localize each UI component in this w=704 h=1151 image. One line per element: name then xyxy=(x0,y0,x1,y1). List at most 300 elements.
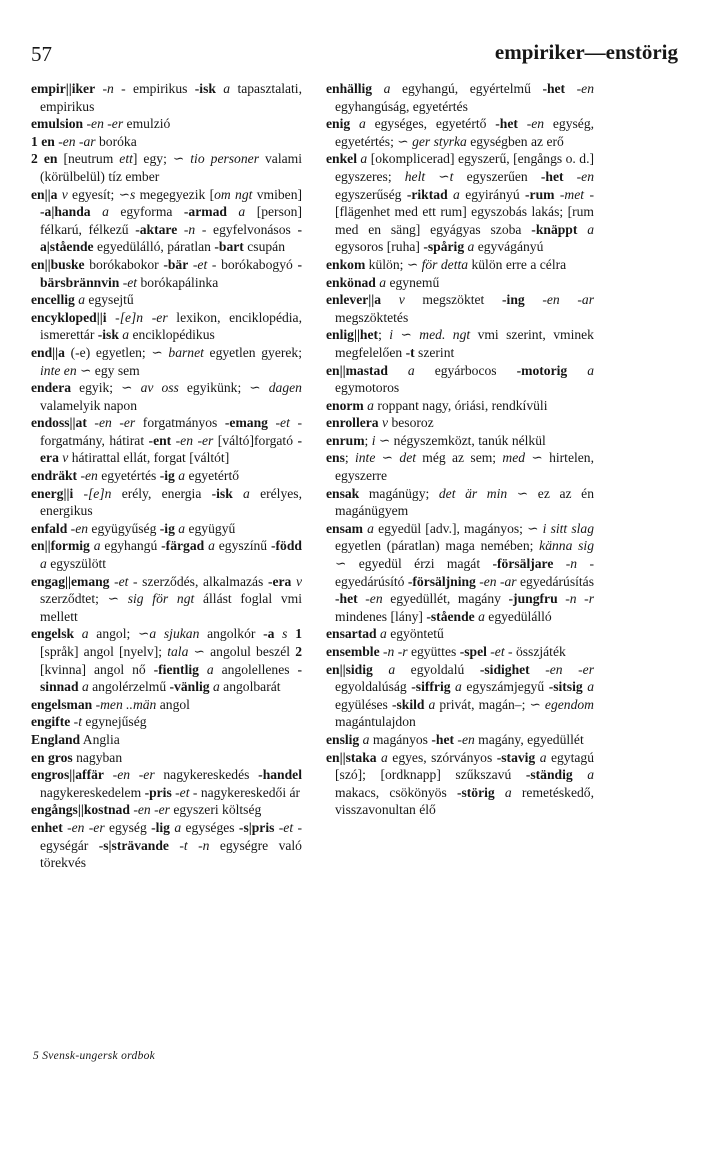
headword: -isk xyxy=(211,485,233,501)
grammar-note: a xyxy=(464,239,475,255)
definition-text: erélyes, energikus xyxy=(40,485,302,519)
definition-text: magánügy; xyxy=(359,485,439,501)
headword: enslig xyxy=(326,731,360,747)
dictionary-entry xyxy=(31,537,302,572)
grammar-note: a xyxy=(232,485,250,501)
headword: 1 xyxy=(287,626,302,642)
dictionary-entry xyxy=(326,414,594,432)
definition-text: külön; ∽ xyxy=(365,256,422,272)
definition-text: egyesít; ∽ xyxy=(67,186,131,202)
definition-text: - nagykereskedői ár xyxy=(189,784,301,800)
definition-text: egyikünk; ∽ xyxy=(178,380,269,396)
grammar-note: a sjukan xyxy=(149,626,200,642)
headword: -motorig xyxy=(516,362,568,378)
headword: engångs||kostnad xyxy=(31,802,130,818)
dictionary-entry xyxy=(31,414,302,467)
headword: enhet xyxy=(31,819,63,835)
grammar-note: av oss xyxy=(140,380,179,396)
headword: -t xyxy=(405,344,415,360)
grammar-note: tala xyxy=(167,644,189,659)
headword: enrollera xyxy=(326,415,379,431)
definition-text: egymotoros xyxy=(335,380,400,396)
footer-signature: 5 Svensk-ungersk ordbok xyxy=(33,1050,156,1062)
grammar-note: i sitt slag xyxy=(542,520,594,536)
headword: en||mastad xyxy=(326,362,388,378)
grammar-note: v xyxy=(58,450,69,466)
dictionary-entry xyxy=(31,485,302,520)
headword: en||buske xyxy=(31,256,85,272)
grammar-note: a xyxy=(363,520,374,536)
definition-text: egységes, egyetértő xyxy=(365,116,496,132)
definition-text: egység, egyetértés; ∽ xyxy=(335,116,595,149)
definition-text: egyetlen (páratlan) maga nemében; xyxy=(335,538,540,554)
definition-text: egyetértés xyxy=(97,468,160,484)
headword: enkel xyxy=(326,151,357,167)
definition-text: - összjáték xyxy=(504,644,566,659)
dictionary-entry xyxy=(31,696,302,714)
grammar-note: -et xyxy=(188,256,208,272)
grammar-note: v xyxy=(57,186,68,202)
grammar-note: a xyxy=(494,784,512,800)
definition-text: egyetlen gyerek; xyxy=(203,344,302,360)
definition-text: külön erre a célra xyxy=(468,256,567,272)
definition-text: nagykereskedés xyxy=(154,767,259,783)
definition-text: egyetértő xyxy=(185,468,240,484)
definition-text: ∽ angolul beszél xyxy=(188,644,296,659)
dictionary-entry xyxy=(326,520,594,626)
grammar-note: a xyxy=(567,362,594,378)
definition-text: angolbarát xyxy=(219,679,281,695)
definition-text: ∽ ez az én magánügyem xyxy=(335,485,594,519)
definition-text: - empirikus xyxy=(113,81,195,96)
running-head: empiriker—enstörig xyxy=(494,40,678,64)
definition-text: megszöktet xyxy=(404,292,503,308)
grammar-note: v xyxy=(378,415,389,431)
headword: -störig xyxy=(456,784,495,800)
definition-text: egyhangú xyxy=(100,538,162,554)
headword: -knäppt xyxy=(531,221,578,237)
definition-text: egyes, szórványos xyxy=(387,749,497,765)
definition-text: egyirányú xyxy=(459,186,526,202)
definition-text: csupán xyxy=(243,239,285,255)
headword: -handel xyxy=(258,767,302,783)
definition-text: egyik; ∽ xyxy=(71,380,141,396)
definition-text: egynejűség xyxy=(81,714,147,730)
dictionary-entry xyxy=(31,291,302,309)
headword: end||a xyxy=(31,344,65,360)
definition-text: angolellenes xyxy=(213,661,298,677)
grammar-note: -en -er xyxy=(83,116,124,132)
grammar-note: a xyxy=(198,661,214,677)
grammar-note: tio personer xyxy=(190,151,259,167)
headword: -spel xyxy=(459,644,487,659)
definition-text: egyoldalúság xyxy=(335,679,412,695)
grammar-note: a xyxy=(350,116,366,132)
grammar-note: t xyxy=(449,168,454,184)
definition-text: egyszeri költség xyxy=(169,802,262,818)
definition-text: egyforma xyxy=(108,204,184,220)
grammar-note: [e]n xyxy=(88,485,112,501)
definition-text: angol; ∽ xyxy=(88,626,150,642)
headword: -försäljning xyxy=(407,573,476,589)
headword: -het xyxy=(431,731,455,747)
grammar-note: s xyxy=(274,626,288,642)
definition-text: egyhangú, egyértelmű xyxy=(390,81,543,96)
definition-text: makacs, csökönyös xyxy=(335,784,457,800)
grammar-note: v xyxy=(291,573,302,589)
definition-text: egyvágányú xyxy=(474,239,544,255)
headword: -ing xyxy=(502,292,525,308)
grammar-note: barnet xyxy=(168,344,204,360)
definition-text: nagykereskedelem xyxy=(40,784,145,800)
dictionary-entry xyxy=(326,749,594,819)
headword: en||a xyxy=(31,186,58,202)
grammar-note: -en xyxy=(565,81,594,96)
grammar-note: s xyxy=(130,186,136,202)
headword: -bär xyxy=(163,256,189,272)
dictionary-entry xyxy=(326,661,594,731)
headword: -isk xyxy=(97,327,119,343)
definition-text: [person] félkarú, félkezű xyxy=(40,204,302,237)
definition-text: együgyűség xyxy=(88,520,160,536)
grammar-note: -n -r xyxy=(557,591,594,607)
headword: -pris xyxy=(144,784,172,800)
definition-text: [okomplicerad] egyszerű, [engångs o. d.] egyszeres; xyxy=(335,151,595,184)
definition-text: - egyedárúsító xyxy=(335,556,594,589)
headword: engelsk xyxy=(31,626,75,642)
headword: -aktare xyxy=(135,221,178,237)
definition-text: lexikon, enciklopédia, ismerettár xyxy=(40,309,302,343)
dictionary-entry xyxy=(31,379,302,414)
grammar-note: -en xyxy=(563,168,595,184)
headword: -bärsbrännvin xyxy=(40,256,302,290)
grammar-note: känna sig xyxy=(539,538,595,554)
definition-text: egyedülálló, páratlan xyxy=(93,239,215,255)
grammar-note: a xyxy=(387,362,415,378)
grammar-note: dagen xyxy=(268,380,302,396)
headword: en||sidig xyxy=(326,661,373,677)
definition-text: Anglia xyxy=(80,731,120,747)
grammar-note: -en -er xyxy=(171,432,214,448)
dictionary-entry xyxy=(31,749,302,767)
grammar-note: -en xyxy=(77,468,98,484)
definition-text: neutrum xyxy=(67,151,120,167)
headword: -a|handa xyxy=(40,204,91,220)
definition-text: ∽ xyxy=(393,327,420,343)
definition-text: szerződtet; ∽ xyxy=(40,591,128,607)
grammar-note: a xyxy=(363,397,374,413)
grammar-note: a xyxy=(372,81,391,96)
headword: enhällig xyxy=(326,81,373,96)
definition-text: vmiben] xyxy=(252,186,303,202)
dictionary-entry xyxy=(31,573,302,626)
grammar-note: -n -r xyxy=(379,644,408,659)
definition-text: angolérzelmű xyxy=(88,679,170,695)
grammar-note: a xyxy=(372,661,396,677)
definition-text: együttes xyxy=(407,644,460,659)
grammar-note: a xyxy=(118,327,130,343)
definition-text: emulzió xyxy=(123,116,171,132)
headword: -färgad xyxy=(161,538,205,554)
grammar-note: a xyxy=(226,204,246,220)
headword: 1 en xyxy=(31,133,55,149)
headword: -skild xyxy=(391,696,425,712)
definition-text: egyedárúsítás xyxy=(516,573,594,589)
definition-text: vmi szerint, vminek megfelelően xyxy=(335,327,594,360)
definition-text: egyárbocos xyxy=(414,362,517,378)
headword: en||formig xyxy=(31,538,90,554)
grammar-note: a xyxy=(89,538,101,554)
definition-text: erély, energia xyxy=(111,485,212,501)
headword: -jungfru xyxy=(508,591,558,607)
grammar-note: a xyxy=(572,767,594,783)
dictionary-entry xyxy=(31,309,302,344)
definition-text: egységes xyxy=(181,819,239,835)
definition-text: együgyű xyxy=(185,520,236,536)
grammar-note: -en -er xyxy=(103,767,155,783)
grammar-note: -et xyxy=(267,415,290,431)
grammar-note: inte en xyxy=(40,362,77,378)
dictionary-entry xyxy=(31,344,302,379)
definition-text: ∽ egyedül érzi magát xyxy=(335,556,493,572)
grammar-note: a xyxy=(215,81,231,96)
dictionary-entry xyxy=(31,731,302,749)
definition-text: roppant nagy, óriási, rendkívüli xyxy=(373,397,548,413)
definition-text: magány, egyedüllét xyxy=(474,731,584,747)
headword: -siffrig xyxy=(411,679,451,695)
definition-text: ∽ xyxy=(375,450,400,466)
definition-text: [kvinna] angol nő xyxy=(40,661,154,677)
definition-text: nagyban xyxy=(72,749,123,765)
definition-text: magántulajdon xyxy=(335,714,416,730)
definition-text: ∽ hirtelen, egyszerre xyxy=(335,450,594,484)
grammar-note: egendom xyxy=(544,696,594,712)
grammar-note: -en xyxy=(517,116,545,132)
dictionary-entry xyxy=(31,186,302,256)
headword: -vänlig xyxy=(169,679,210,695)
grammar-note: ger styrka xyxy=(412,133,467,149)
definition-text: angolkór xyxy=(199,626,264,642)
headword: endera xyxy=(31,380,72,396)
headword: -emang xyxy=(224,415,268,431)
definition-text: ; xyxy=(378,327,390,343)
grammar-note: a xyxy=(376,749,388,765)
dictionary-entry xyxy=(326,731,594,749)
headword: enlig||het xyxy=(326,327,379,343)
grammar-note: för detta xyxy=(421,256,469,272)
dictionary-entry xyxy=(326,485,594,520)
headword: -era xyxy=(40,432,302,466)
grammar-note: a xyxy=(209,679,220,695)
definition-text: egység xyxy=(104,819,152,835)
headword: enig xyxy=(326,116,351,132)
definition-text: - xyxy=(106,309,120,325)
grammar-note: a xyxy=(375,274,387,290)
grammar-note: a xyxy=(376,626,387,642)
headword: -bart xyxy=(214,239,244,255)
definition-text: egyszerűen xyxy=(453,168,541,184)
grammar-note: -et xyxy=(171,784,190,800)
grammar-note: a xyxy=(204,538,215,554)
definition-text: privát, magán–; ∽ xyxy=(435,696,545,712)
dictionary-entry xyxy=(326,80,594,115)
headword: enkönad xyxy=(326,274,376,290)
headword: -a xyxy=(263,626,275,642)
dictionary-entry xyxy=(326,150,594,256)
definition-text: [váltó]forgató xyxy=(213,432,298,448)
definition-text: ; xyxy=(344,450,355,466)
definition-text: enciklopédikus xyxy=(129,327,215,343)
definition-text: borókapálinka xyxy=(137,274,219,290)
headword: enkom xyxy=(326,256,366,272)
grammar-note: -en xyxy=(454,731,475,747)
grammar-note: med. ngt xyxy=(419,327,471,343)
grammar-note: ett xyxy=(119,151,133,167)
headword: enlever||a xyxy=(326,292,382,308)
grammar-note: -en -ar xyxy=(475,573,517,589)
definition-text: egynemű xyxy=(386,274,440,290)
headword: ensemble xyxy=(326,644,380,659)
definition-text: [ xyxy=(57,151,68,167)
headword: -armad xyxy=(183,204,227,220)
grammar-note: a xyxy=(359,731,370,747)
definition-text: még az sem; xyxy=(416,450,503,466)
headword: -a|stående xyxy=(40,221,302,255)
definition-text: valamelyik napon xyxy=(40,397,138,413)
headword: -ig xyxy=(159,468,175,484)
grammar-note: helt xyxy=(404,168,426,184)
definition-text: ∽ négyszemközt, tanúk nélkül xyxy=(375,432,546,448)
headword: -född xyxy=(271,538,302,554)
grammar-note: -et xyxy=(486,644,505,659)
grammar-note: a xyxy=(174,468,186,484)
definition-text: egytagú [szó]; [ordknapp] szűkszavú xyxy=(335,749,594,783)
definition-text: magányos xyxy=(369,731,432,747)
grammar-note: a xyxy=(356,151,368,167)
grammar-note: -en xyxy=(67,520,89,536)
grammar-note: det xyxy=(399,450,416,466)
definition-text: egysoros [ruha] xyxy=(335,239,424,255)
grammar-note: -n xyxy=(553,556,578,572)
dictionary-entry xyxy=(326,256,594,274)
definition-text: angol xyxy=(156,696,190,712)
dictionary-entry xyxy=(326,115,594,150)
dictionary-entry xyxy=(326,291,594,326)
grammar-note: -t -n xyxy=(168,837,210,853)
grammar-note: a xyxy=(447,186,460,202)
headword: endräkt xyxy=(31,468,78,484)
headword: energ||i xyxy=(31,485,74,501)
grammar-note: -met xyxy=(554,186,585,202)
definition-text: egyedüllét, magány xyxy=(382,591,509,607)
headword: -spårig xyxy=(423,239,465,255)
grammar-note: om ngt xyxy=(214,186,253,202)
definition-text: egyedül [adv.], magányos; ∽ xyxy=(373,520,543,536)
headword: England xyxy=(31,731,81,747)
headword: ensam xyxy=(326,520,364,536)
dictionary-entry xyxy=(31,819,302,872)
definition-text: - borókabogyó xyxy=(207,256,298,272)
definition-text: egyhangúság, egyetértés xyxy=(335,98,468,114)
page-number: 57 xyxy=(31,42,52,66)
headword: en||staka xyxy=(326,749,377,765)
headword: -isk xyxy=(194,81,216,96)
dictionary-entry xyxy=(31,80,302,115)
headword: encykloped||i xyxy=(31,309,107,325)
headword: -sitsig xyxy=(548,679,583,695)
dictionary-entry xyxy=(326,274,594,292)
grammar-note: -n xyxy=(95,81,114,96)
dictionary-entry xyxy=(31,766,302,801)
headword: -het xyxy=(540,168,564,184)
headword: ens xyxy=(326,450,345,466)
headword: -ig xyxy=(159,520,175,536)
grammar-note: a xyxy=(78,679,89,695)
grammar-note: -t xyxy=(70,714,82,730)
grammar-note: -et xyxy=(109,573,129,589)
grammar-note: -en xyxy=(357,591,383,607)
definition-text: ∽ xyxy=(425,168,450,184)
grammar-note: a xyxy=(174,520,186,536)
grammar-note: a xyxy=(535,749,547,765)
headword: engifte xyxy=(31,714,71,730)
headword: -sinnad xyxy=(40,661,302,695)
headword: encellig xyxy=(31,292,75,308)
headword: -s|strävande xyxy=(98,837,169,853)
headword: -het xyxy=(335,591,358,607)
definition-text: mindenes [lány] xyxy=(335,608,427,624)
dictionary-entry xyxy=(31,115,302,133)
grammar-note: a xyxy=(577,221,595,237)
grammar-note: -et xyxy=(274,819,294,835)
dictionary-entry xyxy=(326,449,594,484)
grammar-note: -en -ar xyxy=(524,292,594,308)
headword: engros||affär xyxy=(31,767,104,783)
definition-text: egyszínű xyxy=(214,538,271,554)
headword: -rum xyxy=(525,186,555,202)
headword: ensartad xyxy=(326,626,377,642)
left-column xyxy=(31,80,302,872)
grammar-note: a xyxy=(450,679,462,695)
definition-text: egyöntetű xyxy=(386,626,444,642)
dictionary-entry xyxy=(326,625,594,643)
headword: -riktad xyxy=(406,186,448,202)
grammar-note: a xyxy=(40,556,47,572)
grammar-note: a xyxy=(582,679,594,695)
headword: -stavig xyxy=(496,749,536,765)
definition-text: szerint xyxy=(414,344,455,360)
grammar-note: -en -er xyxy=(86,415,136,431)
grammar-note: a xyxy=(169,819,182,835)
definition-text: - egységár xyxy=(40,819,302,853)
headword: -ständig xyxy=(525,767,573,783)
grammar-note: i xyxy=(371,432,376,448)
definition-text: remetéskedő, visszavonultan élő xyxy=(335,784,594,818)
definition-text: állást foglal vmi mellett xyxy=(40,591,302,624)
dictionary-entry xyxy=(31,625,302,695)
definition-text: tapasztalati, empirikus xyxy=(40,81,302,114)
definition-text: együléses xyxy=(335,696,392,712)
definition-text: egyoldalú xyxy=(395,661,480,677)
headword: -ent xyxy=(148,432,172,448)
grammar-note: a xyxy=(424,696,436,712)
definition-text: ] egy; ∽ xyxy=(132,151,191,167)
headword: -fientlig xyxy=(153,661,199,677)
definition-text: egysejtű xyxy=(85,292,134,308)
definition-text: forgatmányos xyxy=(135,415,225,431)
dictionary-entry xyxy=(31,520,302,538)
grammar-note: -en -er xyxy=(62,819,105,835)
